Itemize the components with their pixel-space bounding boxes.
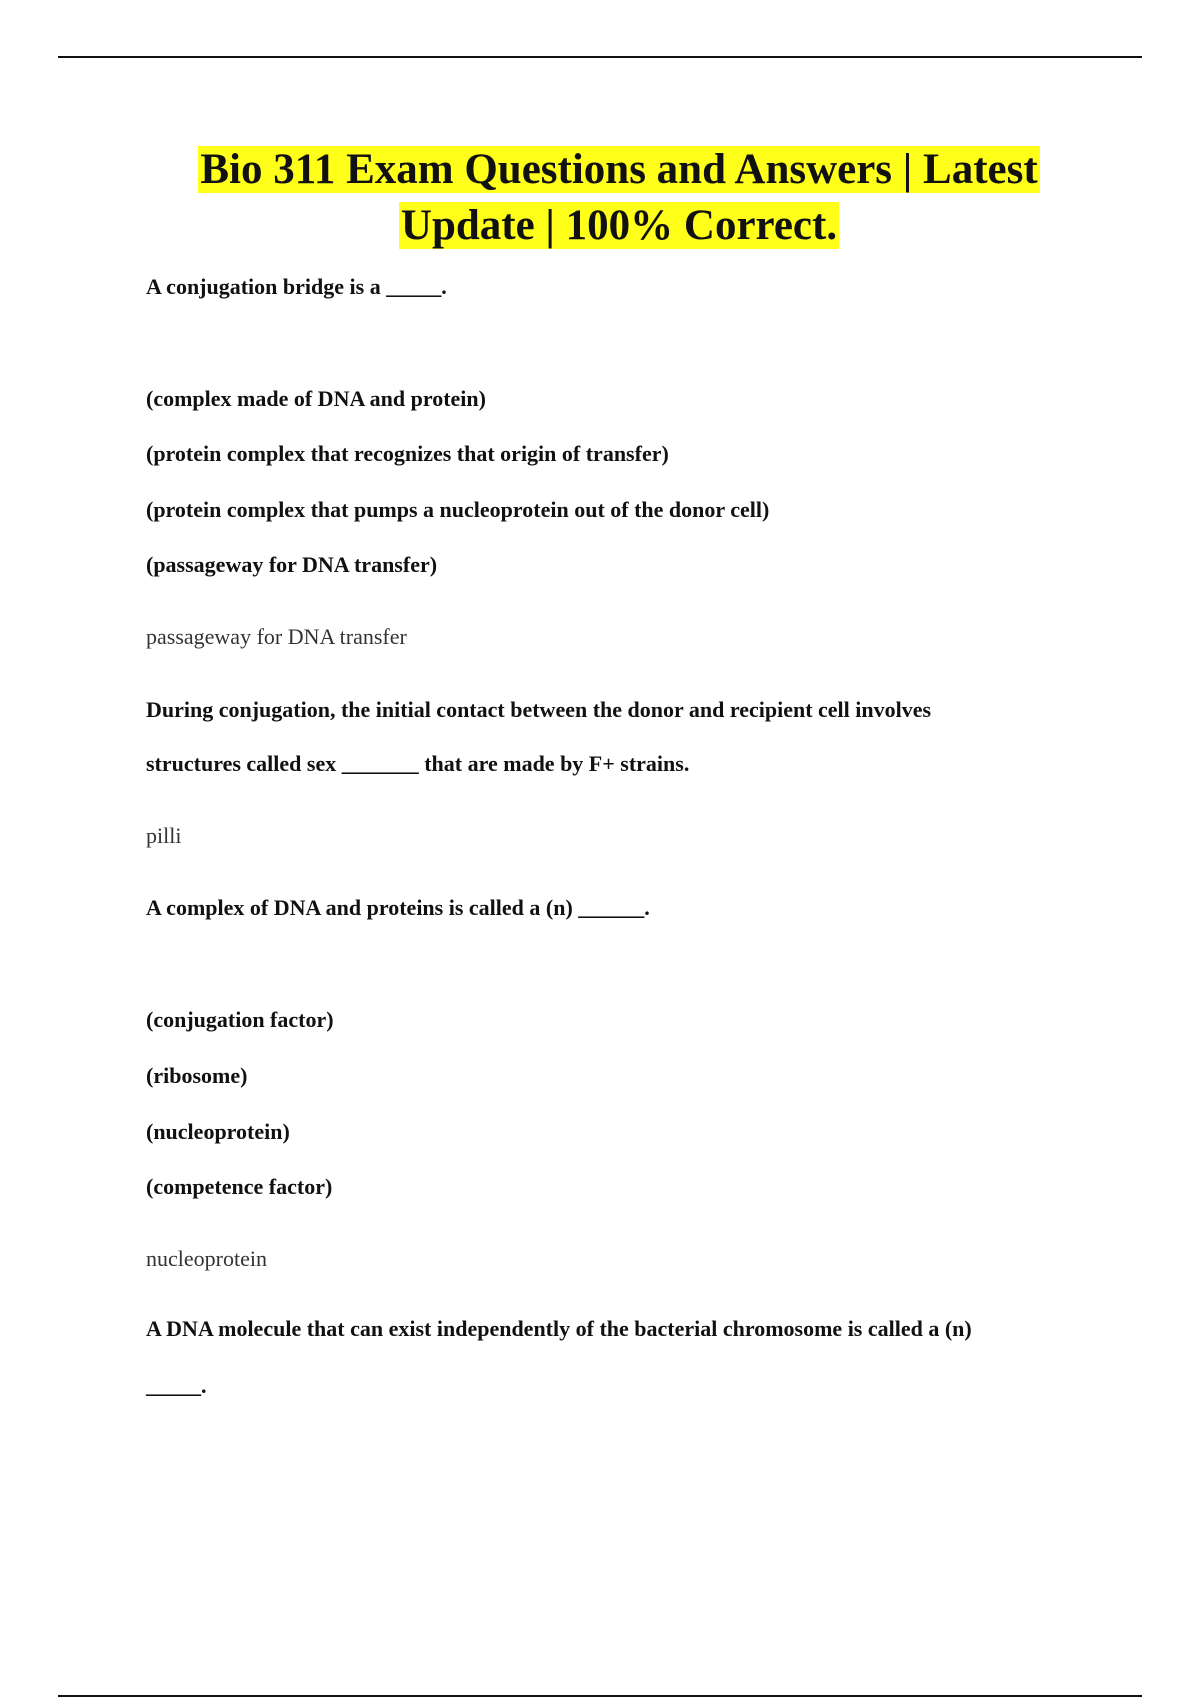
q3-option-1: (conjugation factor) — [146, 1007, 334, 1032]
question-2-line-2: structures called sex _______ that are made by F+ strains. — [146, 751, 690, 776]
q1-option-3: (protein complex that pumps a nucleoprotein out of the donor cell) — [146, 497, 770, 522]
question-3: A complex of DNA and proteins is called a (n) ______. — [146, 895, 650, 920]
q3-option-4: (competence factor) — [146, 1174, 333, 1199]
q1-option-2: (protein complex that recognizes that origin of transfer) — [146, 441, 669, 466]
bottom-rule — [58, 1695, 1142, 1697]
q3-answer: nucleoprotein — [146, 1246, 267, 1271]
q3-option-2: (ribosome) — [146, 1063, 248, 1088]
question-4-line-1: A DNA molecule that can exist independently of the bacterial chromosome is called a (n) — [146, 1316, 972, 1341]
q1-answer: passageway for DNA transfer — [146, 624, 407, 649]
title-line-2: Update | 100% Correct. — [400, 202, 838, 249]
question-1: A conjugation bridge is a _____. — [146, 274, 447, 299]
title-line-1: Bio 311 Exam Questions and Answers | Latest — [200, 146, 1038, 193]
question-2-line-1: During conjugation, the initial contact between the donor and recipient cell involves — [146, 697, 932, 722]
q3-option-3: (nucleoprotein) — [146, 1119, 290, 1144]
q1-option-4: (passageway for DNA transfer) — [146, 552, 438, 577]
q1-option-1: (complex made of DNA and protein) — [146, 386, 486, 411]
question-4-line-2: _____. — [146, 1373, 207, 1398]
document-title — [0, 142, 1200, 254]
top-rule — [58, 56, 1142, 58]
q2-answer: pilli — [146, 823, 182, 848]
